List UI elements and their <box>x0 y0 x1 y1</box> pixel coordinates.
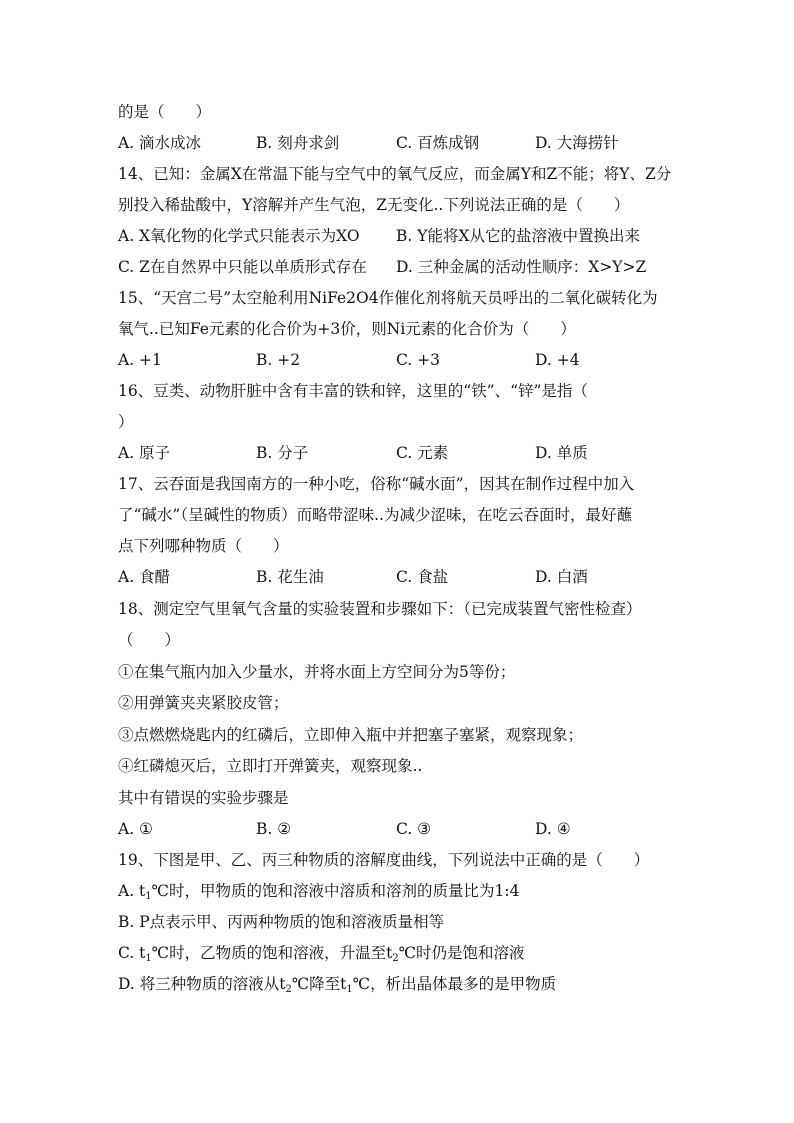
q16-option-a: A. 原子 <box>118 444 171 462</box>
q19-option-b: B. P点表示甲、丙两种物质的饱和溶液质量相等 <box>118 913 445 931</box>
q19-option-d-mid: ℃降至t <box>291 975 347 993</box>
q13-stem-continued: 的是（ ） <box>118 103 212 121</box>
q18-option-b: B. ② <box>256 820 292 838</box>
q19-option-d-pre: D. 将三种物质的溶液从t <box>118 975 286 993</box>
q19-option-d-sub1: 2 <box>285 984 292 995</box>
q19-option-c-pre: C. t <box>118 944 146 962</box>
q14-option-c: C. Z在自然界中只能以单质形式存在 <box>118 258 367 276</box>
q18-stem-line2: （ ） <box>118 631 181 649</box>
q19-option-a-sub: 1 <box>145 891 152 902</box>
q13-option-a: A. 滴水成冰 <box>118 134 202 152</box>
q15-stem-line1: 15、“天宫二号”太空舱利用NiFe2O4作催化剂将航天员呼出的二氧化碳转化为 <box>118 289 658 307</box>
q15-option-a: A. +1 <box>118 351 162 369</box>
q14-option-d: D. 三种金属的活动性顺序：X>Y>Z <box>396 258 647 276</box>
q16-stem-line1: 16、豆类、动物肝脏中含有丰富的铁和锌，这里的“铁”、“锌”是指（ <box>118 382 588 400</box>
q16-option-c: C. 元素 <box>396 444 449 462</box>
q19-option-c <box>118 943 525 969</box>
q17-option-c: C. 食盐 <box>396 568 449 586</box>
q19-option-d-sub2: 1 <box>346 984 353 995</box>
q19-option-a-post: ℃时，甲物质的饱和溶液中溶质和溶剂的质量比为1:4 <box>151 882 520 900</box>
q17-option-d: D. 白酒 <box>535 568 588 586</box>
q19-option-d <box>118 974 556 1000</box>
q18-step-2: ②用弹簧夹夹紧胶皮管； <box>118 694 289 712</box>
q13-option-c: C. 百炼成钢 <box>396 134 480 152</box>
q15-stem-line2: 氧气..已知Fe元素的化合价为+3价，则Ni元素的化合价为（ ） <box>118 320 576 338</box>
q17-stem-line1: 17、云吞面是我国南方的一种小吃，俗称“碱水面”，因其在制作过程中加入 <box>118 475 635 493</box>
q13-option-d: D. 大海捞针 <box>535 134 619 152</box>
q19-option-c-mid: ℃时，乙物质的饱和溶液，升温至t <box>151 944 393 962</box>
q15-option-b: B. +2 <box>256 351 301 369</box>
q17-option-b: B. 花生油 <box>256 568 324 586</box>
q19-option-c-post: ℃时仍是饱和溶液 <box>398 944 525 962</box>
q17-stem-line2: 了“碱水”（呈碱性的物质）而略带涩味..为减少涩味，在吃云吞面时，最好蘸 <box>118 506 632 524</box>
q19-option-c-sub2: 2 <box>392 953 399 964</box>
q14-option-a: A. X氧化物的化学式只能表示为XO <box>118 227 360 245</box>
q18-ask: 其中有错误的实验步骤是 <box>118 789 289 807</box>
q16-option-b: B. 分子 <box>256 444 309 462</box>
q17-option-a: A. 食醋 <box>118 568 171 586</box>
q15-option-d: D. +4 <box>535 351 580 369</box>
q14-option-b: B. Y能将X从它的盐溶液中置换出来 <box>396 227 641 245</box>
q16-stem-line2: ） <box>118 413 134 431</box>
q18-option-a: A. ① <box>118 820 153 838</box>
q18-option-c: C. ③ <box>396 820 432 838</box>
q19-stem: 19、下图是甲、乙、丙三种物质的溶解度曲线，下列说法中正确的是（ ） <box>118 851 650 869</box>
q14-stem-line2: 别投入稀盐酸中，Y溶解并产生气泡，Z无变化..下列说法正确的是（ ） <box>118 196 630 214</box>
q18-step-1: ①在集气瓶内加入少量水，并将水面上方空间分为5等份； <box>118 663 516 681</box>
q14-stem-line1: 14、已知：金属X在常温下能与空气中的氧气反应，而金属Y和Z不能；将Y、Z分 <box>118 165 672 183</box>
q18-stem-line1: 18、测定空气里氧气含量的实验装置和步骤如下：（已完成装置气密性检查） <box>118 600 642 618</box>
q15-option-c: C. +3 <box>396 351 441 369</box>
q13-option-b: B. 刻舟求剑 <box>256 134 340 152</box>
q16-option-d: D. 单质 <box>535 444 588 462</box>
q18-step-3: ③点燃燃烧匙内的红磷后，立即伸入瓶中并把塞子塞紧，观察现象； <box>118 726 584 744</box>
q19-option-d-post: ℃，析出晶体最多的是甲物质 <box>352 975 557 993</box>
q19-option-c-sub1: 1 <box>145 953 152 964</box>
q19-option-a-pre: A. t <box>118 882 146 900</box>
q17-stem-line3: 点下列哪种物质（ ） <box>118 537 289 555</box>
q18-option-d: D. ④ <box>535 820 571 838</box>
q19-option-a <box>118 881 519 907</box>
q18-step-4: ④红磷熄灭后，立即打开弹簧夹，观察现象.. <box>118 757 423 775</box>
